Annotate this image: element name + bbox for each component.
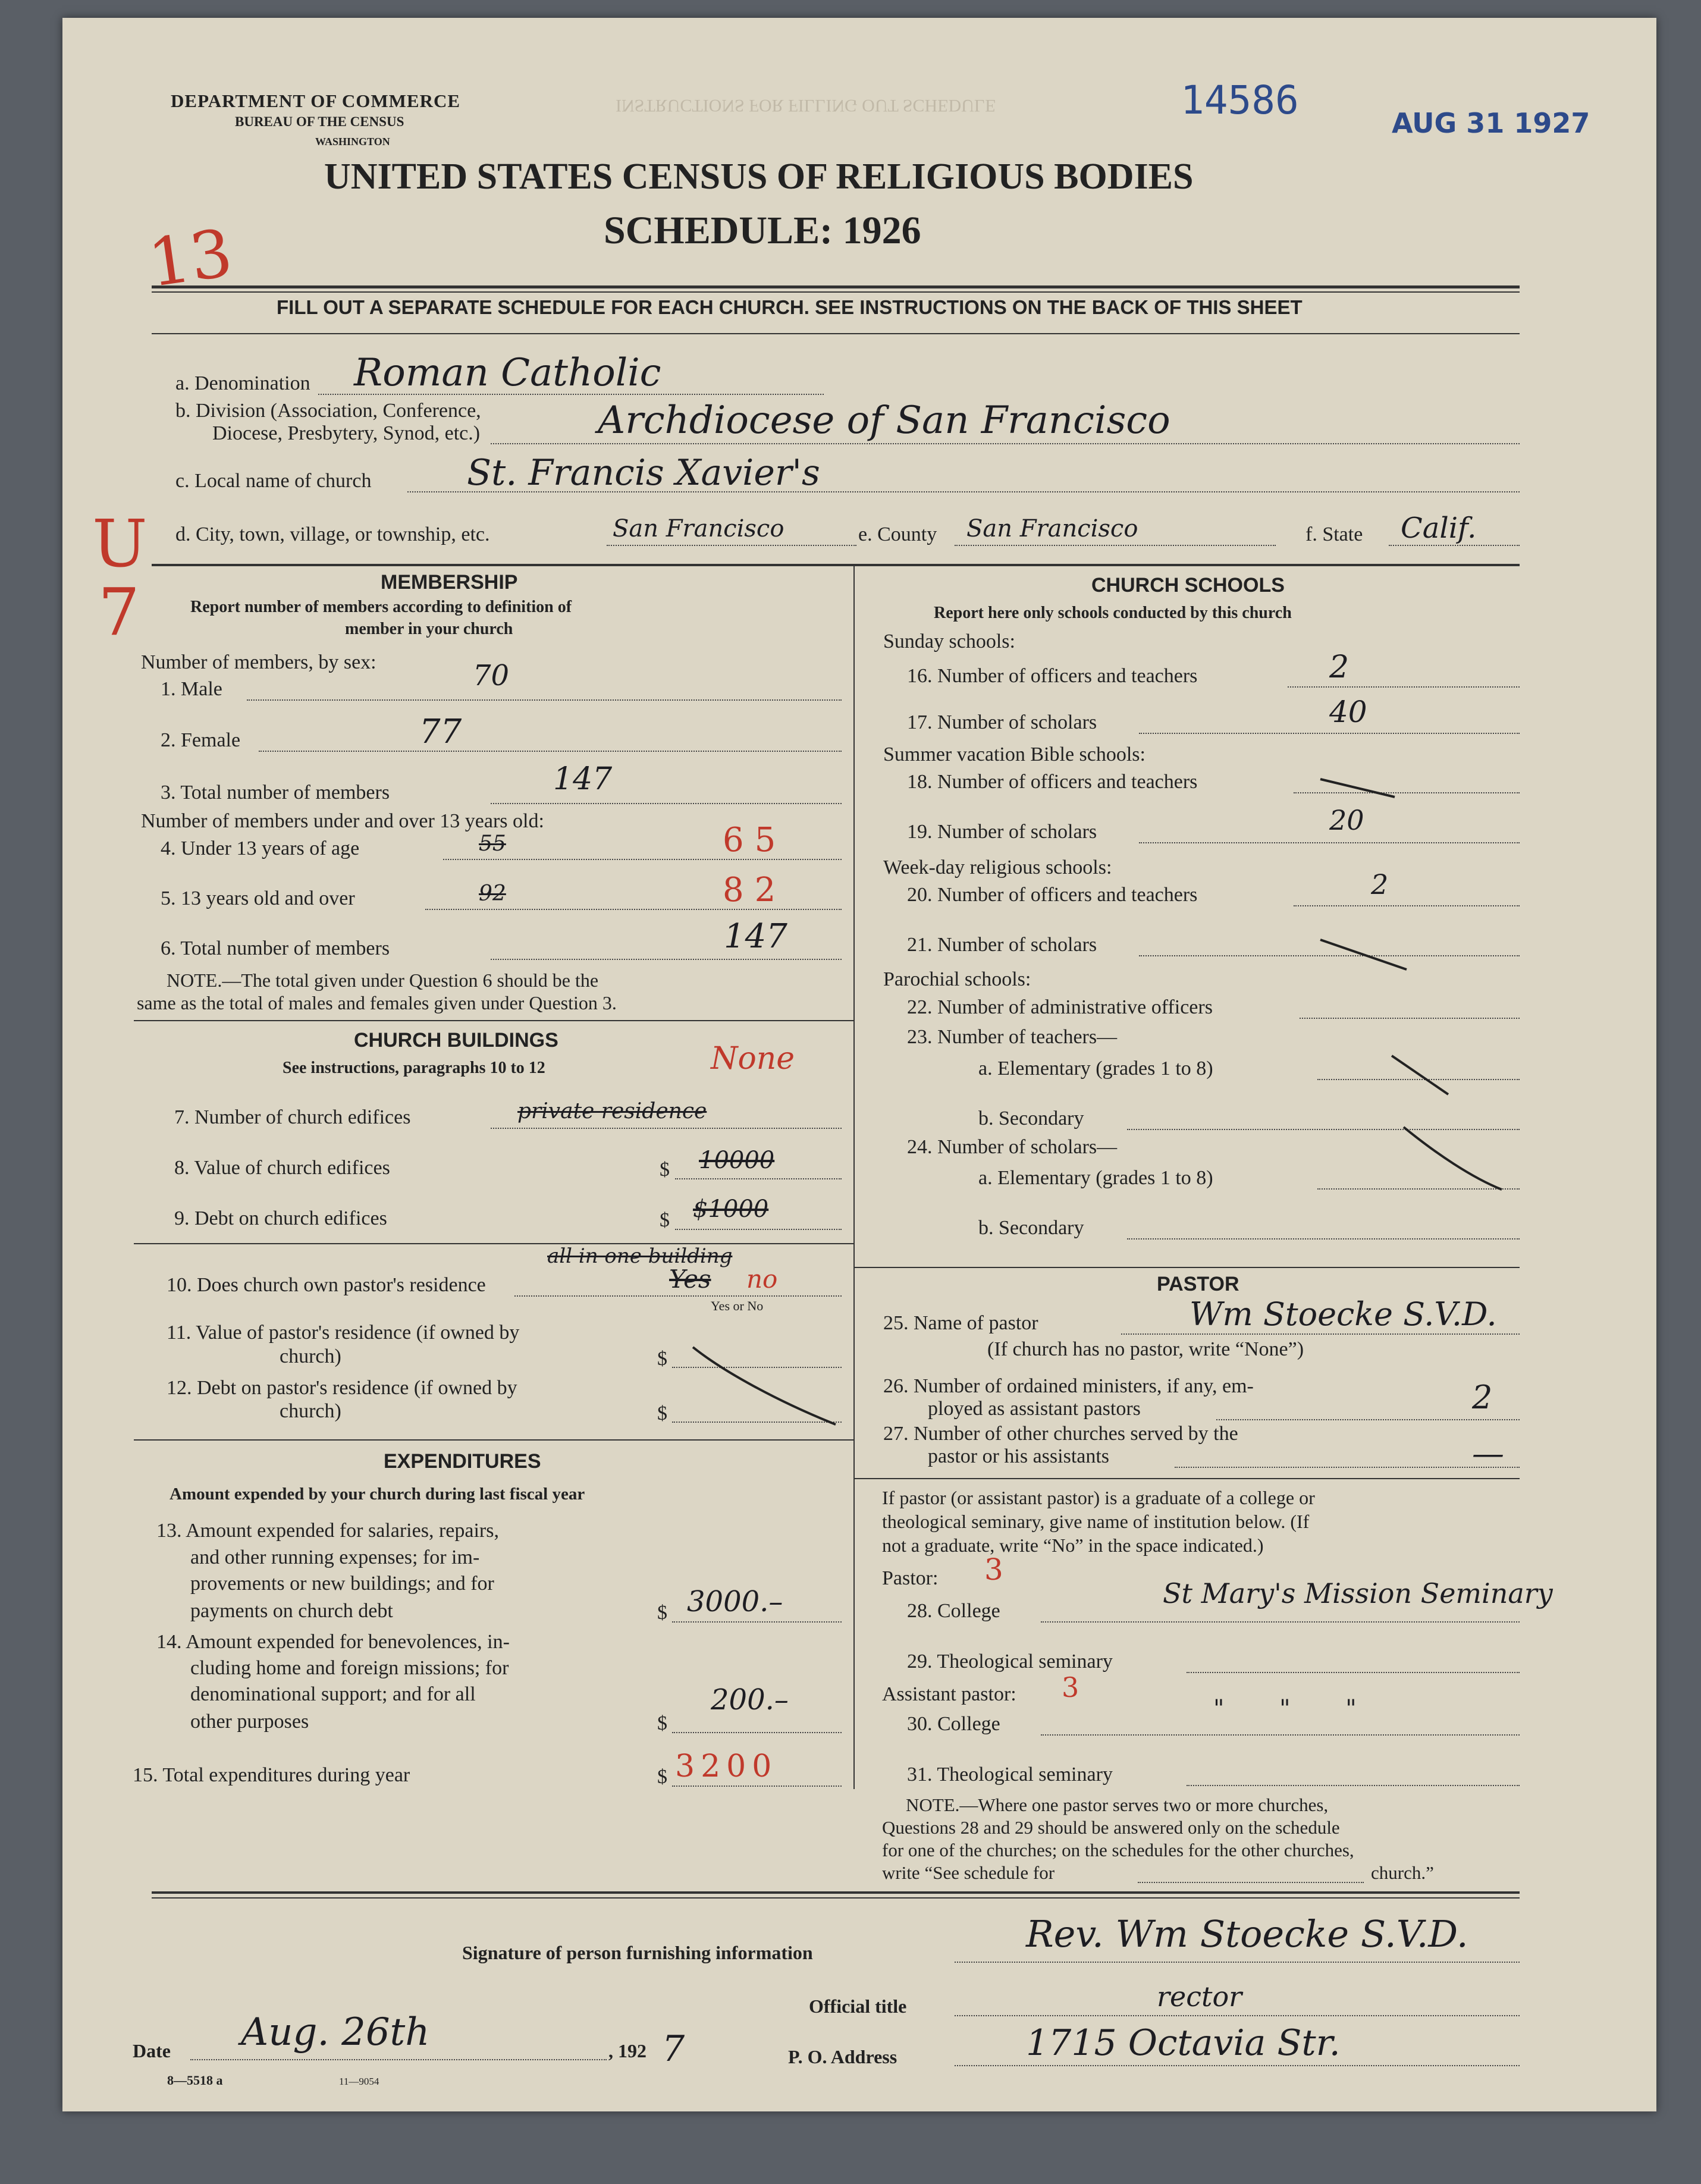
bureau-heading: BUREAU OF THE CENSUS: [235, 114, 404, 129]
division-label-1: b. Division (Association, Conference,: [175, 400, 481, 422]
q24b-label: b. Secondary: [978, 1217, 1084, 1239]
pastor-mark: 3: [984, 1552, 1003, 1587]
q8-label: 8. Value of church edifices: [174, 1157, 390, 1179]
buildings-none-note: None: [711, 1041, 795, 1077]
q25-note: (If church has no pastor, write “None”): [987, 1338, 1304, 1360]
summer-schools-label: Summer vacation Bible schools:: [883, 743, 1145, 765]
schedule-title: SCHEDULE: 1926: [604, 209, 921, 252]
county-value: San Francisco: [966, 515, 1138, 542]
q14-dollar: $: [657, 1712, 667, 1734]
q15-label: 15. Total expenditures during year: [133, 1764, 410, 1786]
city-label: d. City, town, village, or township, etc.: [175, 523, 490, 545]
q4-label: 4. Under 13 years of age: [161, 837, 360, 859]
q22-label: 22. Number of administrative officers: [907, 996, 1213, 1018]
q16-label: 16. Number of officers and teachers: [907, 665, 1198, 687]
city-value: San Francisco: [613, 515, 784, 542]
q17-label: 17. Number of scholars: [907, 711, 1097, 733]
q3-label: 3. Total number of members: [161, 782, 390, 804]
division-value: Archdiocese of San Francisco: [598, 398, 1170, 443]
buildings-heading: CHURCH BUILDINGS: [354, 1029, 558, 1052]
city-heading: WASHINGTON: [315, 136, 390, 148]
q25-label: 25. Name of pastor: [883, 1312, 1038, 1334]
state-value: Calif.: [1401, 512, 1477, 545]
census-schedule-sheet: [62, 18, 1656, 2111]
q11-label-2: church): [280, 1345, 341, 1367]
pastor-heading: PASTOR: [1157, 1273, 1239, 1295]
q6-label: 6. Total number of members: [161, 937, 390, 959]
q13-value: 3000.–: [687, 1585, 783, 1618]
bleed-through-text: INSTRUCTIONS FOR FILLING OUT SCHEDULE: [616, 96, 996, 115]
denomination-value: Roman Catholic: [354, 351, 661, 395]
parochial-schools-label: Parochial schools:: [883, 968, 1031, 990]
q14-value: 200.–: [711, 1683, 789, 1717]
q18-dash: [1317, 773, 1401, 803]
q10-value: no: [746, 1264, 778, 1294]
official-title-value: rector: [1157, 1981, 1242, 2013]
q24a-label: a. Elementary (grades 1 to 8): [978, 1167, 1213, 1189]
q4-value: 65: [723, 821, 787, 859]
pastor-note-4: write “See schedule for: [882, 1862, 1055, 1883]
q15-value: 3200: [675, 1749, 778, 1784]
yes-no-hint: Yes or No: [711, 1298, 764, 1313]
q16-value: 2: [1329, 649, 1349, 685]
q20-label: 20. Number of officers and teachers: [907, 884, 1198, 906]
q8-crossed-value: 10000: [699, 1147, 775, 1174]
date-value: Aug. 26th: [241, 2010, 430, 2054]
state-label: f. State: [1305, 523, 1363, 545]
q5-label: 5. 13 years old and over: [161, 887, 355, 909]
po-address-label: P. O. Address: [788, 2046, 897, 2067]
buildings-sub: See instructions, paragraphs 10 to 12: [283, 1059, 545, 1077]
q1-label: 1. Male: [161, 678, 222, 700]
q6-value: 147: [724, 917, 787, 956]
under-over-label: Number of members under and over 13 years old:: [141, 810, 544, 832]
q24-label: 24. Number of scholars—: [907, 1136, 1118, 1158]
q12-label-2: church): [280, 1400, 341, 1422]
q27-label-2: pastor or his assistants: [928, 1445, 1110, 1467]
q7-crossed-value: private residence: [517, 1099, 707, 1124]
pastor-note-3: for one of the churches; on the schedules for the other churches,: [882, 1840, 1354, 1860]
q13-label-2: and other running expenses; for im-: [190, 1546, 480, 1568]
form-number: 8—5518 a: [167, 2073, 223, 2088]
q7-label: 7. Number of church edifices: [174, 1106, 411, 1128]
q4-crossed-value: 55: [479, 831, 506, 856]
department-heading: DEPARTMENT OF COMMERCE: [171, 90, 461, 111]
q13-label-3: provements or new buildings; and for: [190, 1573, 494, 1595]
margin-mark-13: 13: [143, 214, 237, 302]
q5-crossed-value: 92: [479, 881, 506, 906]
pastor-subheading: Pastor:: [882, 1567, 939, 1589]
q11-label-1: 11. Value of pastor's residence (if owned by: [167, 1322, 520, 1344]
pastor-note-5: church.”: [1371, 1862, 1434, 1883]
q31-label: 31. Theological seminary: [907, 1763, 1113, 1786]
q15-dollar: $: [657, 1766, 667, 1788]
q9-crossed-value: $1000: [693, 1195, 769, 1223]
graduate-instruction-1: If pastor (or assistant pastor) is a graduate of a college or: [882, 1487, 1315, 1508]
church-name-value: St. Francis Xavier's: [467, 452, 820, 494]
pastor-note-1: NOTE.—Where one pastor serves two or more churches,: [906, 1794, 1329, 1815]
expenditures-sub: Amount expended by your church during last fiscal year: [170, 1485, 585, 1504]
q13-label-4: payments on church debt: [190, 1600, 393, 1622]
q1-value: 70: [473, 659, 510, 692]
q9-label: 9. Debt on church edifices: [174, 1207, 387, 1229]
schools-heading: CHURCH SCHOOLS: [1091, 574, 1285, 597]
q14-label-4: other purposes: [190, 1711, 309, 1733]
year-prefix: , 192: [608, 2040, 646, 2061]
q2-label: 2. Female: [161, 729, 241, 751]
q10-label: 10. Does church own pastor's residence: [167, 1274, 486, 1296]
q23b-label: b. Secondary: [978, 1107, 1084, 1129]
q14-label-1: 14. Amount expended for benevolences, in-: [156, 1631, 510, 1653]
q13-label-1: 13. Amount expended for salaries, repairs,: [156, 1520, 499, 1542]
q19-value: 20: [1329, 804, 1364, 836]
q14-label-2: cluding home and foreign missions; for: [190, 1657, 509, 1679]
q11-dollar: $: [657, 1348, 667, 1370]
members-by-sex-label: Number of members, by sex:: [141, 651, 376, 673]
signature-label: Signature of person furnishing information: [462, 1942, 813, 1963]
graduate-instruction-3: not a graduate, write “No” in the space indicated.): [882, 1535, 1264, 1556]
membership-note-1: NOTE.—The total given under Question 6 should be the: [167, 969, 599, 991]
q18-label: 18. Number of officers and teachers: [907, 771, 1198, 793]
q17-value: 40: [1329, 695, 1367, 729]
membership-heading: MEMBERSHIP: [381, 571, 518, 594]
print-number: 11—9054: [339, 2076, 379, 2087]
county-label: e. County: [858, 523, 937, 545]
q5-value: 82: [723, 871, 787, 909]
form-title: UNITED STATES CENSUS OF RELIGIOUS BODIES: [324, 156, 1194, 197]
assistant-pastor-subheading: Assistant pastor:: [882, 1683, 1016, 1705]
weekday-schools-label: Week-day religious schools:: [883, 856, 1112, 878]
q21-label: 21. Number of scholars: [907, 934, 1097, 956]
q26-label-1: 26. Number of ordained ministers, if any, em-: [883, 1375, 1254, 1397]
q30-label: 30. College: [907, 1713, 1000, 1735]
date-label: Date: [133, 2040, 171, 2061]
date-received-stamp: AUG 31 1927: [1392, 107, 1590, 139]
expenditures-heading: EXPENDITURES: [384, 1450, 541, 1473]
assistant-pastor-mark: 3: [1062, 1671, 1079, 1703]
q23a-label: a. Elementary (grades 1 to 8): [978, 1058, 1213, 1080]
q21-dash: [1317, 934, 1413, 975]
serial-number-stamp: 14586: [1181, 77, 1299, 123]
q12-label-1: 12. Debt on pastor's residence (if owned by: [167, 1377, 517, 1399]
q13-dollar: $: [657, 1602, 667, 1624]
q9-dollar: $: [660, 1209, 670, 1231]
sunday-schools-label: Sunday schools:: [883, 630, 1015, 652]
residence-crossed-note: all in one building: [547, 1244, 733, 1268]
q11-q12-crossout: [687, 1335, 842, 1430]
instruction-line: FILL OUT A SEPARATE SCHEDULE FOR EACH CHURCH. SEE INSTRUCTIONS ON THE BACK OF THIS SHEET: [277, 296, 1303, 318]
q25-value: Wm Stoecke S.V.D.: [1190, 1295, 1497, 1333]
q12-dollar: $: [657, 1402, 667, 1424]
q24-dash: [1401, 1124, 1508, 1195]
q23-label: 23. Number of teachers—: [907, 1026, 1118, 1048]
q8-dollar: $: [660, 1159, 670, 1181]
po-address-value: 1715 Octavia Str.: [1026, 2022, 1341, 2064]
membership-sub-1: Report number of members according to definition of: [190, 598, 572, 616]
q14-label-3: denominational support; and for all: [190, 1683, 476, 1705]
official-title-label: Official title: [809, 1995, 907, 2017]
q10-crossed-value: Yes: [669, 1264, 711, 1294]
margin-mark-u: U: [92, 506, 147, 582]
schools-sub: Report here only schools conducted by this church: [934, 604, 1292, 622]
q28-value: St Mary's Mission Seminary: [1163, 1577, 1553, 1609]
q3-value: 147: [553, 761, 613, 797]
signature-value: Rev. Wm Stoecke S.V.D.: [1026, 1912, 1468, 1956]
graduate-instruction-2: theological seminary, give name of institution below. (If: [882, 1511, 1310, 1532]
church-name-label: c. Local name of church: [175, 470, 372, 492]
q29-label: 29. Theological seminary: [907, 1650, 1113, 1672]
membership-sub-2: member in your church: [345, 620, 513, 638]
membership-note-2: same as the total of males and females given under Question 3.: [137, 992, 617, 1013]
q27-value: —: [1472, 1435, 1504, 1472]
q23-dash: [1389, 1053, 1454, 1100]
q30-value: " " ": [1213, 1695, 1380, 1722]
q28-label: 28. College: [907, 1600, 1000, 1622]
q27-label-1: 27. Number of other churches served by the: [883, 1423, 1238, 1445]
pastor-note-2: Questions 28 and 29 should be answered only on the schedule: [882, 1817, 1340, 1838]
q26-label-2: ployed as assistant pastors: [928, 1398, 1141, 1420]
q19-label: 19. Number of scholars: [907, 821, 1097, 843]
year-value: 7: [662, 2028, 685, 2070]
denomination-label: a. Denomination: [175, 372, 310, 394]
q20-value: 2: [1371, 868, 1389, 900]
division-label-2: Diocese, Presbytery, Synod, etc.): [212, 422, 481, 444]
q26-value: 2: [1472, 1379, 1493, 1416]
margin-mark-7: 7: [98, 574, 140, 650]
q2-value: 77: [419, 713, 462, 751]
